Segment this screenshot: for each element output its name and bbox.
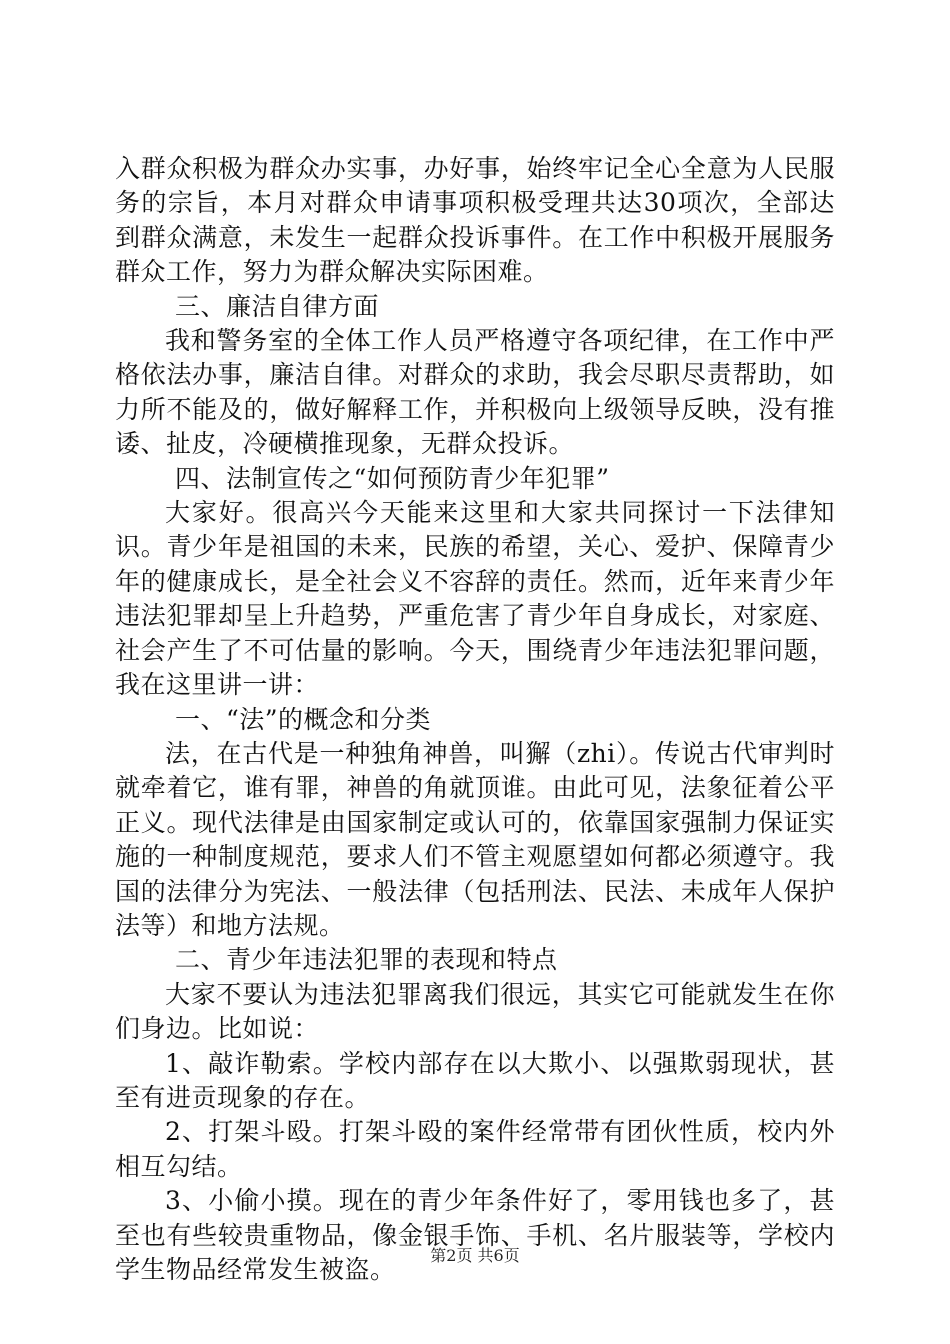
paragraph-law-concept: 法，在古代是一种独角神兽，叫獬（zhi）。传说古代审判时就牵着它，谁有罪，神兽的角就顶谁。由此可见，法象征着公平正义。现代法律是由国家制定或认可的，依靠国家强制力保证实施的一种制度规范，要求人们不管主观愿望如何都必须遵守。我国的法律分为宪法、一般法律（包括刑法、民法、未成年人保护法等）和地方法规。 [115, 738, 835, 940]
paragraph-integrity: 我和警务室的全体工作人员严格遵守各项纪律，在工作中严格依法办事，廉洁自律。对群众的求助，我会尽职尽责帮助，如力所不能及的，做好解释工作，并积极向上级领导反映，没有推诿、扯皮，冷硬横推现象，无群众投诉。 [115, 326, 835, 459]
list-item-fighting: 2、打架斗殴。打架斗殴的案件经常带有团伙性质，校内外相互勾结。 [115, 1117, 835, 1181]
page-number-label: 第2页 共6页 [430, 1246, 520, 1265]
list-item-extortion: 1、敲诈勒索。学校内部存在以大欺小、以强欺弱现状，甚至有进贡现象的存在。 [115, 1048, 835, 1112]
section-heading-4: 四、法制宣传之“如何预防青少年犯罪” [175, 463, 610, 493]
paragraph-continuation: 入群众积极为群众办实事，办好事，始终牢记全心全意为人民服务的宗旨，本月对群众申请事项积极受理共达30项次，全部达到群众满意，未发生一起群众投诉事件。在工作中积极开展服务群众工作，努力为群众解决实际困难。 [115, 154, 835, 287]
list-item-theft: 3、小偷小摸。现在的青少年条件好了，零用钱也多了，甚至也有些较贵重物品，像金银手饰、手机、名片服装等，学校内学生物品经常发生被盗。 [115, 1186, 835, 1284]
page-footer [0, 1243, 950, 1266]
section-heading-3: 三、廉洁自律方面 [175, 291, 380, 321]
subsection-heading-1: 一、“法”的概念和分类 [175, 704, 432, 734]
paragraph-greeting: 大家好。很高兴今天能来这里和大家共同探讨一下法律知识。青少年是祖国的未来，民族的希望，关心、爱护、保障青少年的健康成长，是全社会义不容辞的责任。然而，近年来青少年违法犯罪却呈上升趋势，严重危害了青少年自身成长，对家庭、社会产生了不可估量的影响。今天，围绕青少年违法犯罪问题，我在这里讲一讲： [115, 498, 835, 700]
subsection-heading-2: 二、青少年违法犯罪的表现和特点 [175, 945, 558, 975]
paragraph-intro-examples: 大家不要认为违法犯罪离我们很远，其实它可能就发生在你们身边。比如说： [115, 979, 835, 1044]
document-body [115, 152, 835, 1287]
